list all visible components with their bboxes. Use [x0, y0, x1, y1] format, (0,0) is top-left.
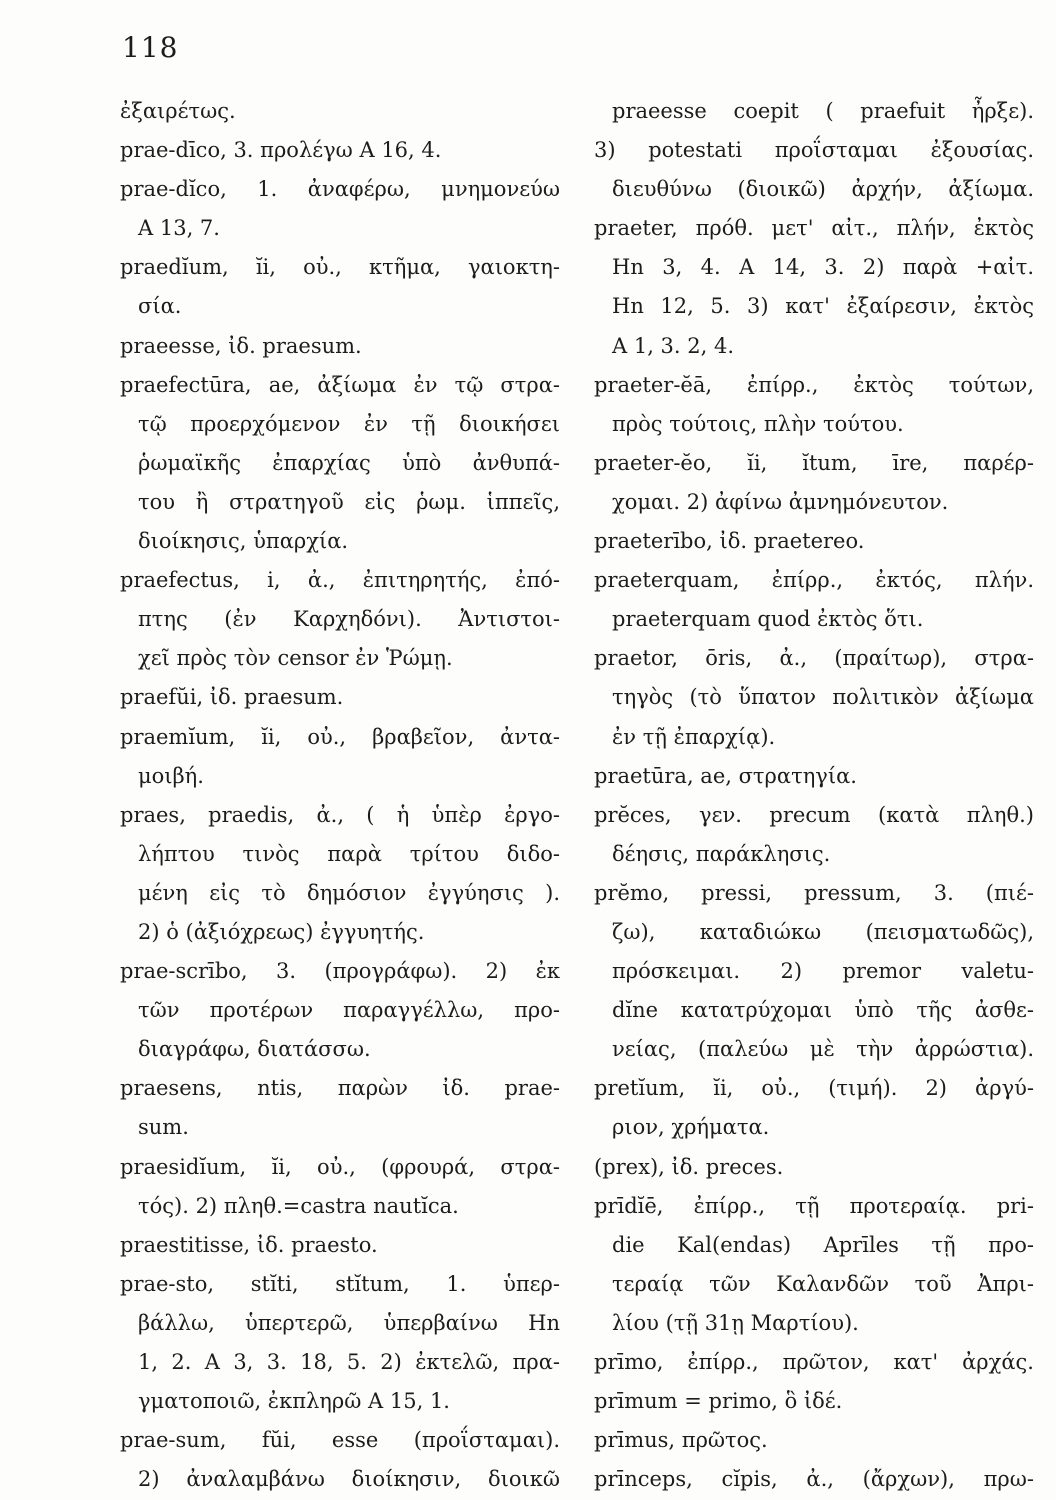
entry-line: prīnceps, cĭpis, ἀ., (ἄρχων), πρω- [594, 1467, 1034, 1492]
entry-line: ζω), καταδιώκω (πεισματωδῶς), [612, 919, 1034, 944]
entry-line: πρόσκειμαι. 2) premor valetu- [612, 959, 1034, 984]
entry-line: λήπτου τινὸς παρὰ τρίτου διδο- [138, 841, 560, 866]
entry-line: Ηn 3, 4. Α 14, 3. 2) παρὰ +αἰτ. [612, 255, 1034, 280]
entry-line: ἐξαιρέτως. [120, 99, 236, 123]
entry-line: (prex), ἰδ. preces. [594, 1154, 784, 1179]
entry-line: ῥωμαϊκῆς ἐπαρχίας ὑπὸ ἀνθυπά- [138, 450, 560, 475]
entry-line: praes, praedis, ἀ., ( ἡ ὑπὲρ ἐργο- [120, 802, 560, 827]
entry-line: praeesse, ἰδ. praesum. [120, 333, 362, 358]
entry-line: praedĭum, ĭi, οὐ., κτῆμα, γαιοκτη- [120, 255, 560, 280]
entry-line: praesens, ntis, παρὼν ἰδ. prae- [120, 1076, 560, 1101]
entry-line: πρὸς τούτοις, πλὴν τούτου. [612, 411, 904, 436]
entry-line: Α 13, 7. [138, 216, 220, 241]
entry-line: πτης (ἐν Καρχηδόνι). Ἀντιστοι- [138, 607, 560, 632]
entry-line: χεῖ πρὸς τὸν censor ἐν Ῥώμῃ. [138, 646, 453, 671]
entry-line: Ηn 12, 5. 3) κατ' ἐξαίρεσιν, ἐκτὸς [612, 294, 1034, 319]
entry-line: 2) ἀναλαμβάνω διοίκησιν, διοικῶ [138, 1467, 560, 1492]
entry-line: praeesse coepit ( praefuit ἦρξε). [612, 99, 1034, 123]
entry-line: γματοποιῶ, ἐκπληρῶ Α 15, 1. [138, 1389, 450, 1414]
entry-line: τός). 2) πληθ.=castra nautĭca. [138, 1193, 459, 1218]
entry-line: praemĭum, ĭi, οὐ., βραβεῖον, ἀντα- [120, 724, 560, 749]
entry-line: χομαι. 2) ἀφίνω ἀμνημόνευτον. [612, 489, 949, 514]
entry-line: praetor, ōris, ἀ., (πραίτωρ), στρα- [594, 646, 1034, 671]
entry-line: 2) ὁ (ἀξιόχρεως) ἐγγυητής. [138, 919, 425, 944]
page-number: 118 [122, 31, 179, 64]
entry-line: praeterquam quod ἐκτὸς ὅτι. [612, 607, 924, 632]
entry-line: διευθύνω (διοικῶ) ἀρχήν, ἀξίωμα. [612, 177, 1034, 202]
left-column [120, 92, 560, 1499]
entry-line: διοίκησις, ὑπαρχία. [138, 529, 349, 554]
entry-line: praeter-ĕā, ἐπίρρ., ἐκτὸς τούτων, [594, 372, 1034, 397]
entry-line: prĕces, γεν. precum (κατὰ πληθ.) [594, 802, 1034, 827]
entry-line: prae-sto, stĭti, stĭtum, 1. ὑπερ- [120, 1271, 560, 1296]
entry-line: βάλλω, ὑπερτερῶ, ὑπερβαίνω Ηn [138, 1310, 560, 1335]
entry-line: prae-dĭco, 1. ἀναφέρω, μνημονεύω [120, 177, 560, 202]
entry-line: μοιβή. [138, 763, 204, 788]
entry-line: ριον, χρήματα. [612, 1115, 770, 1140]
entry-line: δέησις, παράκλησις. [612, 841, 831, 866]
entry-line: σία. [138, 294, 182, 319]
entry-line: dĭne κατατρύχομαι ὑπὸ τῆς ἀσθε- [612, 998, 1034, 1023]
entry-line: die Kal(endas) Aprīles τῇ προ- [612, 1232, 1034, 1257]
entry-line: μένη εἰς τὸ δημόσιον ἐγγύησις ). [138, 880, 560, 905]
entry-line: prĕmo, pressi, pressum, 3. (πιέ- [594, 880, 1034, 905]
entry-line: sum. [138, 1115, 189, 1140]
entry-line: praefectus, i, ἀ., ἐπιτηρητής, ἐπό- [120, 568, 560, 593]
entry-line: τεραίᾳ τῶν Καλανδῶν τοῦ Ἀπρι- [612, 1271, 1034, 1296]
entry-line: τῷ προερχόμενον ἐν τῇ διοικήσει [138, 411, 560, 436]
entry-line: prīmo, ἐπίρρ., πρῶτον, κατ' ἀρχάς. [594, 1350, 1034, 1374]
entry-line: praefŭi, ἰδ. praesum. [120, 685, 344, 710]
entry-line: Α 1, 3. 2, 4. [612, 333, 735, 358]
entry-line: λίου (τῇ 31ῃ Μαρτίου). [612, 1310, 859, 1335]
entry-line: prīmum = primo, ὃ ἰδέ. [594, 1389, 843, 1414]
entry-line: praeter, πρόθ. μετ' αἰτ., πλήν, ἐκτὸς [594, 216, 1034, 241]
entry-line: praetūra, ae, στρατηγία. [594, 763, 857, 788]
entry-line: prae-dīco, 3. προλέγω Α 16, 4. [120, 138, 442, 163]
entry-line: ἐν τῇ ἐπαρχίᾳ). [612, 724, 776, 749]
entry-line: 1, 2. Α 3, 3. 18, 5. 2) ἐκτελῶ, πρα- [138, 1350, 560, 1374]
entry-line: του ἢ στρατηγοῦ εἰς ῥωμ. ἱππεῖς, [138, 489, 560, 514]
right-column [594, 92, 1034, 1499]
entry-line: τηγὸς (τὸ ὕπατον πολιτικὸν ἀξίωμα [612, 685, 1034, 710]
entry-line: praeterquam, ἐπίρρ., ἐκτός, πλήν. [594, 568, 1034, 593]
entry-line: prīmus, πρῶτος. [594, 1428, 768, 1453]
entry-line: praesidĭum, ĭi, οὐ., (φρουρά, στρα- [120, 1154, 560, 1179]
entry-line: prīdĭē, ἐπίρρ., τῇ προτεραίᾳ. pri- [594, 1193, 1034, 1218]
entry-line: διαγράφω, διατάσσω. [138, 1037, 371, 1062]
entry-line: praeterībo, ἰδ. praetereo. [594, 529, 865, 554]
entry-line: τῶν προτέρων παραγγέλλω, προ- [138, 998, 560, 1023]
entry-line: νείας, (παλεύω μὲ τὴν ἀρρώστια). [612, 1037, 1034, 1062]
entry-line: prae-scrībo, 3. (προγράφω). 2) ἐκ [120, 959, 560, 984]
entry-line: pretĭum, ĭi, οὐ., (τιμή). 2) ἀργύ- [594, 1076, 1034, 1101]
entry-line: 3) potestati προΐσταμαι ἐξουσίας. [594, 138, 1034, 163]
entry-line: praeter-ĕo, ĭi, ĭtum, īre, παρέρ- [594, 450, 1034, 475]
entry-line: praefectūra, ae, ἀξίωμα ἐν τῷ στρα- [120, 372, 560, 397]
entry-line: praestitisse, ἰδ. praesto. [120, 1232, 378, 1257]
entry-line: prae-sum, fŭi, esse (προΐσταμαι). [120, 1428, 560, 1453]
